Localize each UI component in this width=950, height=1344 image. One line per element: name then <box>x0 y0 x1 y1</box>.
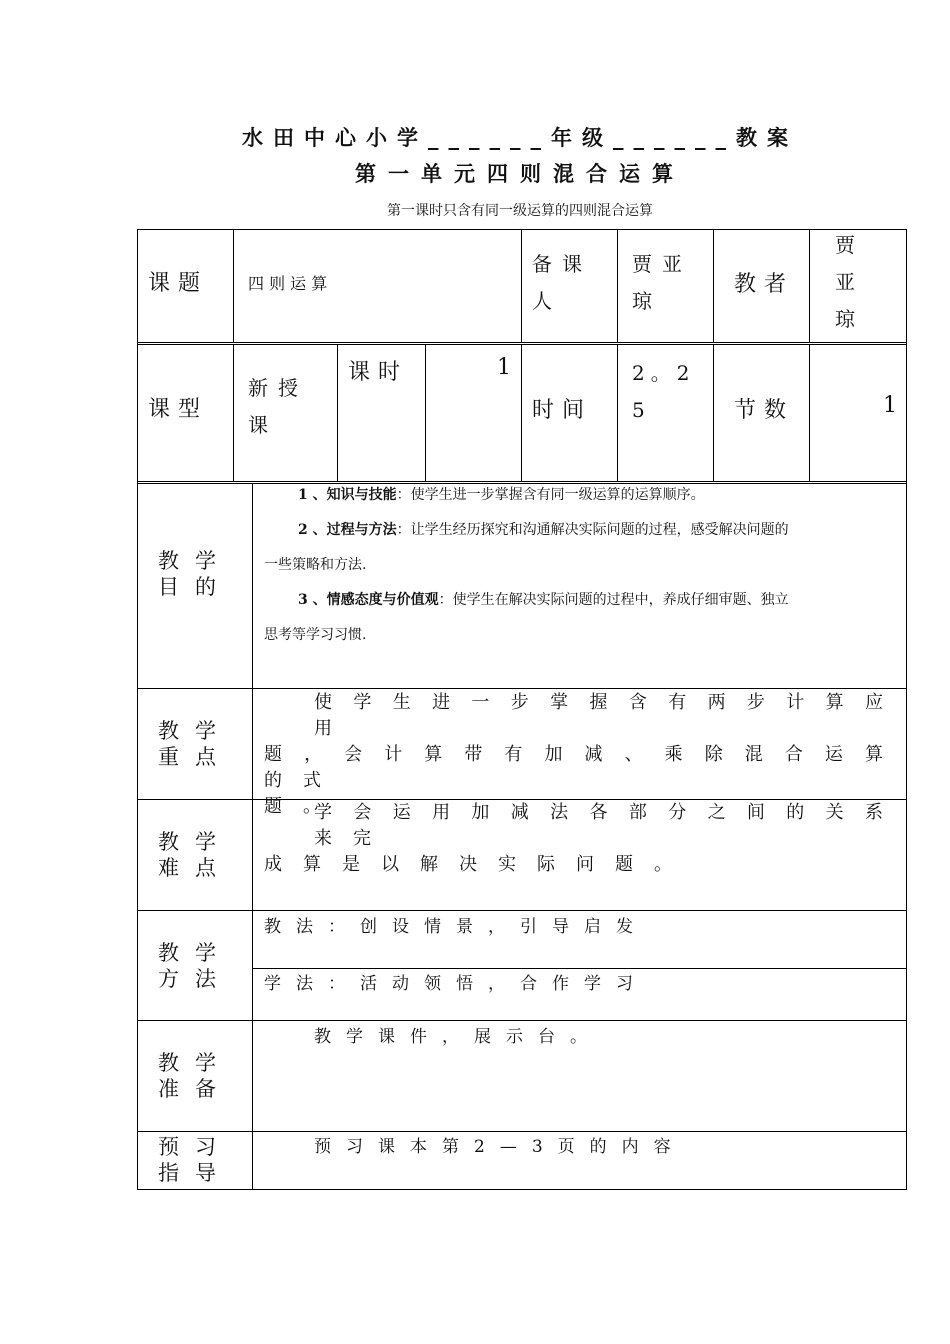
document-title: 水田中心小学______年级______教案 <box>242 126 798 150</box>
lesson-subtitle: 第一课时只含有同一级运算的四则混合运算 <box>387 203 653 219</box>
difficulties-label: 教学 难点 <box>158 830 232 880</box>
topic-label: 课题 <box>148 271 209 296</box>
lessons-value: 1 <box>883 393 897 418</box>
time-label: 时间 <box>532 398 593 423</box>
preparation-content: 教学课件，展示台。 <box>314 1027 602 1047</box>
preview-content: 预习课本第2—3页的内容 <box>314 1137 686 1157</box>
teacher-value: 贾 亚 琼 <box>835 233 865 331</box>
preparer-label: 备课 人 <box>532 252 592 313</box>
type-value: 新授 课 <box>248 376 308 437</box>
type-label: 课型 <box>148 397 209 422</box>
key-points-content: 使学生进一步掌握含有两步计算应用 题，会计算带有加减、乘除混合运算的式 题。 <box>264 692 904 817</box>
teacher-label: 教者 <box>734 272 795 297</box>
preparer-value: 贾亚 琼 <box>632 252 692 313</box>
lessons-label: 节数 <box>734 398 795 423</box>
hours-value: 1 <box>497 355 511 380</box>
preparation-label: 教学 准备 <box>158 1051 232 1101</box>
methods-label: 教学 方法 <box>158 941 232 991</box>
preview-label: 预习 指导 <box>158 1135 232 1185</box>
teaching-method: 教法：创设情景，引导启发 <box>264 917 648 937</box>
unit-title: 第一单元四则混合运算 <box>355 162 685 186</box>
time-value: 2。2 5 <box>632 361 696 422</box>
hours-label: 课时 <box>348 360 409 385</box>
topic-value: 四 则 运 算 <box>248 274 328 293</box>
learning-method: 学法：活动领悟，合作学习 <box>264 974 648 994</box>
objectives-label: 教学 目的 <box>158 549 232 599</box>
difficulties-content: 学会运用加减法各部分之间的关系来完 成算是以解决实际问题。 <box>264 802 904 875</box>
key-points-label: 教学 重点 <box>158 719 232 769</box>
objectives-content: 1 、知识与技能：使学生进一步掌握含有同一级运算的运算顺序。 2 、过程与方法：让学生经历探究和沟通解决实际问题的过程，感受解决问题的 一些策略和方法. 3 、情感态度与价值观：使学生在解决实际问题的过程中，养成仔细审题、独立 思考等学习习惯. <box>264 487 789 643</box>
